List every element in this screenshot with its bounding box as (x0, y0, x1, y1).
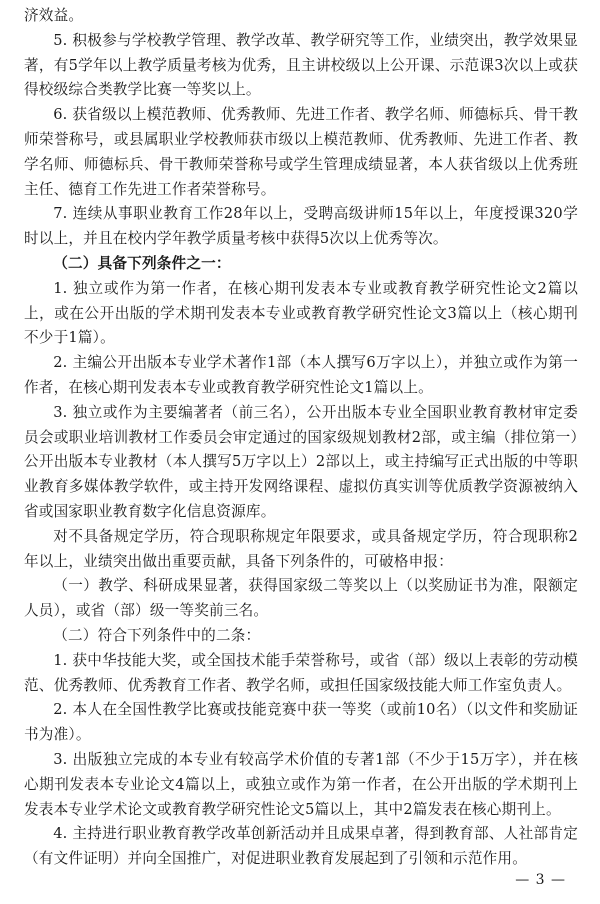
page-number: — 3 — (515, 872, 566, 888)
paragraph-item-7: 7. 连续从事职业教育工作28年以上，受聘高级讲师15年以上，年度授课320学时以上，并且在校内学年教学质量考核中获得5次以上优秀等次。 (24, 205, 578, 248)
paragraph-exceptional-2-2: 2. 本人在全国性教学比赛或技能竞赛中获一等奖（或前10名）（以文件和奖励证书为准）。 (24, 701, 578, 744)
paragraph-exceptional-2-3: 3. 出版独立完成的本专业有较高学术价值的专著1部（不少于15万字），并在核心期刊发表本专业论文4篇以上，或独立或作为第一作者，在公开出版的学术期刊上发表本专业学术论文或教育教学研究性论文5篇以上，其中2篇发表在核心期刊上。 (24, 750, 578, 818)
paragraph-exceptional-intro: 对不具备规定学历，符合现职称规定年限要求，或具备规定学历，符合现职称2年以上，业绩突出做出重要贡献，具备下列条件的，可破格申报： (24, 527, 578, 570)
paragraph-condition-2: 2. 主编公开出版本专业学术著作1部（本人撰写6万字以上），并独立或作为第一作者，在核心期刊发表本专业或教育教学研究性论文1篇以上。 (24, 354, 578, 396)
paragraph-condition-3: 3. 独立或作为主要编著者（前三名），公开出版本专业全国职业教育教材审定委员会或职业培训教材工作委员会审定通过的国家级规划教材2部，或主编（排位第一）公开出版本专业教材（本人撰写5万字以上）2部以上，或主持编写正式出版的中等职业教育多媒体教学软件，或主持开发网络课程、虚拟仿真实训等优质教学资源被纳入省或国家职业教育数字化信息资源库。 (24, 403, 578, 520)
paragraph-exceptional-2-1: 1. 获中华技能大奖，或全国技术能手荣誉称号，或省（部）级以上表彰的劳动模范、优秀教师、优秀教育工作者、教学名师，或担任国家级技能大师工作室负责人。 (24, 651, 578, 694)
paragraph-exceptional-2-title: （二）符合下列条件中的二条： (53, 626, 261, 644)
paragraph-exceptional-1: （一）教学、科研成果显著，获得国家级二等奖以上（以奖励证书为准，限额定人员），或省（部）级一等奖前三名。 (24, 577, 578, 620)
paragraph-item-6: 6. 获省级以上模范教师、优秀教师、先进工作者、教学名师、师德标兵、骨干教师荣誉称号，或县属职业学校教师获市级以上模范教师、优秀教师、先进工作者、教学名师、师德标兵、骨干教师荣誉称号或学生管理成绩显著，本人获省级以上优秀班主任、德育工作先进工作者荣誉称号。 (24, 106, 578, 198)
paragraph-exceptional-2-4: 4. 主持进行职业教育教学改革创新活动并且成果卓著，得到教育部、人社部肯定（有文件证明）并向全国推广，对促进职业教育发展起到了引领和示范作用。 (24, 825, 578, 868)
section-title-2: （二）具备下列条件之一： (53, 254, 231, 272)
paragraph-condition-1: 1. 独立或作为第一作者，在核心期刊发表本专业或教育教学研究性论文2篇以上，或在公开出版的学术期刊发表本专业或教育教学研究性论文3篇以上（核心期刊不少于1篇）。 (24, 279, 578, 347)
paragraph-item-5: 5. 积极参与学校教学管理、教学改革、教学研究等工作，业绩突出，教学效果显著，有5学年以上教学质量考核为优秀，且主讲校级以上公开课、示范课3次以上或获得校级综合类教学比赛一等奖以上。 (24, 31, 578, 99)
paragraph-continuation: 济效益。 (24, 7, 84, 24)
